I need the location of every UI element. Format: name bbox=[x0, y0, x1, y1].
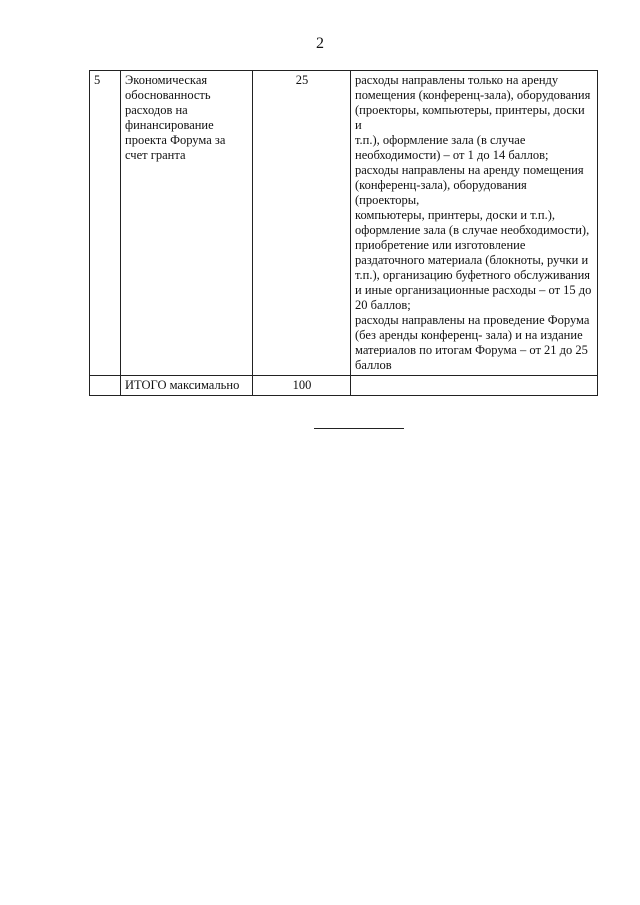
description-line: расходы направлены на проведение Форума bbox=[355, 313, 590, 327]
description-line: расходы направлены только на аренду bbox=[355, 73, 559, 87]
description-line: баллов bbox=[355, 358, 392, 372]
description-line: (проекторы, компьютеры, принтеры, доски и bbox=[355, 103, 585, 132]
description-line: и иные организационные расходы – от 15 до bbox=[355, 283, 592, 297]
page-number: 2 bbox=[316, 35, 324, 52]
table-row bbox=[90, 71, 598, 376]
end-of-document-line bbox=[314, 428, 404, 429]
description-line: помещения (конференц-зала), оборудования bbox=[355, 88, 591, 102]
table-row-total bbox=[90, 376, 598, 396]
row-number-cell bbox=[90, 376, 121, 396]
total-description-cell bbox=[351, 376, 598, 396]
description-line: т.п.), организацию буфетного обслуживания bbox=[355, 268, 591, 282]
criteria-table bbox=[89, 70, 598, 396]
description-line: компьютеры, принтеры, доски и т.п.), bbox=[355, 208, 555, 222]
description-line: материалов по итогам Форума – от 21 до 25 bbox=[355, 343, 588, 357]
description-line: необходимости) – от 1 до 14 баллов; bbox=[355, 148, 549, 162]
description-line: расходы направлены на аренду помещения bbox=[355, 163, 584, 177]
description-line: раздаточного материала (блокноты, ручки и bbox=[355, 253, 589, 267]
criterion-name-cell: Экономическая обоснованность расходов на финансирование проекта Форума за счет гранта bbox=[121, 71, 253, 376]
total-label-cell: ИТОГО максимально bbox=[121, 376, 253, 396]
total-score-cell: 100 bbox=[253, 376, 351, 396]
description-line: приобретение или изготовление bbox=[355, 238, 526, 252]
row-number-cell: 5 bbox=[90, 71, 121, 376]
scoring-description-cell bbox=[351, 71, 598, 376]
description-line: (конференц-зала), оборудования (проекторы, bbox=[355, 178, 527, 207]
max-score-cell: 25 bbox=[253, 71, 351, 376]
description-line: оформление зала (в случае необходимости), bbox=[355, 223, 590, 237]
description-line: т.п.), оформление зала (в случае bbox=[355, 133, 526, 147]
description-line: (без аренды конференц- зала) и на издание bbox=[355, 328, 583, 342]
description-line: 20 баллов; bbox=[355, 298, 411, 312]
